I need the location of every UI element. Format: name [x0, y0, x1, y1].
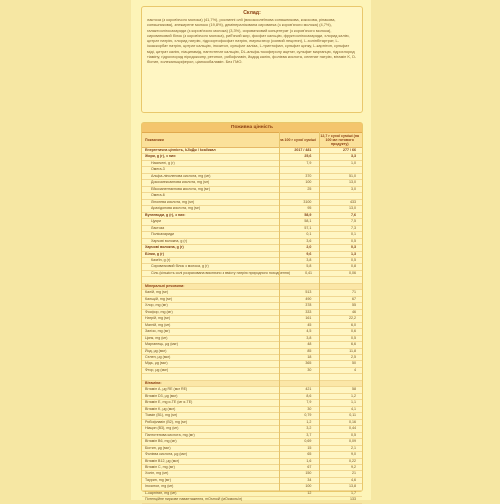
row-value-per-serving: 6,6	[351, 342, 356, 347]
composition-title: Склад:	[243, 10, 261, 16]
row-value-per100	[278, 497, 318, 502]
row-value-per100: 67	[307, 464, 312, 469]
row-label	[142, 374, 278, 379]
row-label: Арахідонова кислота, mg (мг)	[151, 206, 201, 211]
row-value-per-serving: 0,6	[351, 329, 356, 334]
nutrition-title: Поживна цінність	[142, 123, 362, 133]
row-value-per100: 8,6	[306, 393, 312, 398]
row-value-per100: 30	[307, 367, 312, 372]
row-value-per-serving: 3,0	[350, 186, 356, 191]
row-label: Вітамін B12, μg (мкг)	[145, 458, 180, 463]
header-per-serving: 12,7 г сухої суміші (на 100 мл готового продукту)	[320, 134, 360, 146]
row-value-per-serving: 4	[354, 367, 356, 372]
table-row	[142, 497, 362, 503]
nutrition-rows	[142, 148, 362, 504]
row-value-per-serving: 0,22	[349, 458, 356, 463]
row-value-per-serving	[317, 193, 362, 198]
row-value-per100: 95	[307, 206, 312, 211]
row-value-per-serving: 2,1	[351, 445, 356, 450]
row-value-per100: 1,2	[306, 419, 312, 424]
row-value-per-serving: 0,8	[350, 264, 356, 269]
row-label: Ніацин (B3), mg (мг)	[145, 426, 179, 431]
row-label: Інозитол, mg (мг)	[145, 484, 174, 489]
row-value-per100: 3,6	[306, 238, 312, 243]
row-value-per-serving: 1,3	[351, 251, 356, 256]
column-divider	[279, 132, 280, 491]
column-divider	[319, 132, 320, 491]
row-value-per100: 4,5	[306, 329, 312, 334]
row-value-per-serving: 7,3	[350, 225, 356, 230]
row-value-per100: 85	[307, 348, 312, 353]
row-value-per-serving: 0,5	[351, 432, 356, 437]
row-value-per-serving: 2,5	[351, 355, 356, 359]
row-value-per-serving	[317, 374, 362, 379]
row-value-per-serving: 7,6	[351, 212, 356, 217]
row-value-per100: 34	[307, 477, 312, 482]
row-value-per-serving: 13,8	[349, 484, 356, 489]
row-label: Харчові волокна, g (г)	[151, 238, 188, 243]
row-value-per100: 25,6	[304, 154, 312, 159]
row-label: Харчові волокна, g (г)	[145, 245, 184, 250]
row-value-per100	[278, 284, 318, 289]
row-label: Вітамін K, μg (мкг)	[145, 406, 176, 411]
row-value-per-serving	[317, 277, 362, 282]
row-value-per-serving: 0,09	[349, 439, 356, 444]
row-value-per-serving: 4,6	[351, 477, 356, 482]
row-value-per-serving: 6,0	[351, 322, 356, 327]
row-label: Натрій, mg (мг)	[145, 316, 171, 321]
row-value-per100: 2017 / 481	[294, 148, 312, 152]
row-value-per100: 25	[307, 186, 312, 191]
row-value-per100: 5,8	[306, 264, 312, 269]
row-label: Магній, mg (мг)	[145, 322, 171, 327]
row-label: Жири, g (г), з них:	[145, 154, 177, 159]
row-value-per-serving: 51,0	[348, 173, 356, 178]
row-value-per-serving: 58	[352, 387, 356, 392]
row-value-per-serving: 1,0	[350, 160, 356, 165]
row-value-per100: 161	[305, 316, 312, 321]
row-label: Полісахариди	[151, 232, 175, 237]
row-label: Йод, μg (мкг)	[145, 348, 167, 353]
row-label: Холін, mg (мг)	[145, 471, 169, 476]
row-value-per-serving: 277 / 66	[343, 148, 356, 152]
row-value-per100: 12	[307, 490, 312, 495]
row-value-per100: 1,6	[306, 458, 312, 463]
row-label: Омега-6	[151, 193, 165, 198]
row-label: Кальцій, mg (мг)	[145, 296, 173, 301]
row-value-per-serving: 1,2	[351, 393, 356, 398]
row-value-per100: 58,1	[304, 219, 312, 224]
row-value-per-serving: 0,44	[349, 426, 356, 431]
row-label: Ейкозапентаєнова кислота, mg (мг)	[151, 186, 211, 191]
row-label: Таурин, mg (мг)	[145, 477, 171, 482]
row-label: Альфа-ліноленова кислота, mg (мг)	[151, 173, 211, 178]
row-value-per100: 150	[305, 471, 312, 476]
row-label: Лактоза	[151, 225, 165, 230]
row-value-per100	[278, 374, 318, 379]
row-label: Фтор, μg (мкг)	[145, 367, 169, 372]
header-per100: на 100 г сухої суміші	[279, 138, 316, 142]
row-value-per100	[278, 193, 318, 198]
row-value-per-serving: 0,1	[350, 232, 356, 237]
row-value-per-serving: 50	[352, 361, 356, 366]
row-value-per100: 15	[307, 445, 312, 450]
row-label: Фосфор, mg (мг)	[145, 309, 173, 314]
row-value-per-serving	[317, 284, 362, 289]
row-value-per-serving: 0,5	[350, 238, 356, 243]
composition-block	[141, 6, 363, 113]
row-label: Вітамін D3, μg (мкг)	[145, 393, 178, 398]
row-label: Хлор, mg (мг)	[145, 303, 168, 308]
row-label: Вітаміни:	[145, 380, 162, 385]
row-label: Білки, g (г)	[145, 251, 164, 256]
row-value-per-serving: 0,3	[351, 245, 356, 250]
row-value-per100: 3,8	[306, 335, 312, 340]
row-label: Пантотенова кислота, mg (мг)	[145, 432, 195, 437]
row-label: Омега-3	[151, 167, 165, 172]
row-value-per-serving: 0,11	[349, 413, 356, 418]
row-value-per100: 378	[305, 303, 312, 308]
row-value-per-serving: 21	[352, 471, 356, 476]
row-value-per100: 3,8	[306, 257, 312, 262]
row-value-per-serving: 11,8	[349, 348, 356, 353]
row-value-per-serving: 3,3	[351, 154, 356, 159]
row-label: Вітамін C, mg (мг)	[145, 464, 175, 469]
row-value-per100	[278, 277, 318, 282]
composition-text: лактоза (з коров'ячого молока) (41,7%), рослинні олії (високоолеїнова соняшникова, кокосова, ріпакова, соняшникова), знежирене молоко (19,8%), демінералізована сироватка (з коров'ячого молока) (4,7%), галактоолігосахариди (з коров'ячого молока) (3,3%), сироватковий концентрат (з коров'ячого молока), сироватковий білок (з коров'ячого молока), риб'ячий жир, фосфат кальцію, фруктоолігосахариди, хлорид калію, цитрат натрію, хлорид натрію, гідроортофосфат натрію, емульгатор (соєвий лецитин), L-холінбітартрат, L-ізоаскорбат натрію, цитрат кальцію, інозитол, сульфат заліза, L-триптофан, сульфат цинку, L-карнітин, сульфат міді, цитрат калію, ніацинамід, пантотенат кальцію, DL-альфа-токоферолу ацетат, сульфат марганцю, гідрохлорид тіаміну, гідрохлорид піридоксину, ретинол, рибофлавін, йодид калію, фолієва кислота, селенат натрію, вітамін K, D-біотин, холекальциферол, ціанокобаламін. Без ГМО.	[147, 17, 357, 64]
row-value-per100: 45	[307, 322, 312, 327]
row-value-per100: 65	[307, 452, 312, 457]
row-value-per100: 3,2	[306, 426, 312, 431]
row-value-per-serving: 0,16	[349, 419, 356, 424]
row-value-per-serving: 133	[350, 497, 356, 502]
nutrition-header-row	[142, 133, 362, 148]
row-value-per100: 513	[305, 290, 312, 295]
row-label: Докозагексаєнова кислота, mg (мг)	[151, 180, 210, 185]
row-value-per-serving: 9,0	[351, 452, 356, 457]
row-value-per100: 0,1	[306, 232, 312, 237]
row-label: Фолієва кислота, μg (мкг)	[145, 452, 188, 457]
row-value-per100: 100	[305, 484, 312, 489]
row-label: Калій, mg (мг)	[145, 290, 169, 295]
row-label: Цукри	[151, 219, 162, 224]
row-label: Насичені, g (г)	[151, 160, 175, 165]
row-label: Сироватковий білок з молока, g (г)	[151, 264, 209, 269]
row-label: Селен, μg (мкг)	[145, 355, 171, 359]
row-value-per100: 3100	[303, 199, 312, 204]
row-value-per-serving: 4,1	[351, 406, 356, 411]
row-value-per100: 57,1	[304, 225, 312, 230]
row-label: Мінеральні речовини:	[145, 283, 185, 288]
row-value-per100	[278, 381, 318, 386]
row-value-per-serving: 67	[352, 296, 356, 301]
row-label: Лінолева кислота, mg (мг)	[151, 199, 195, 204]
row-value-per100: 48	[307, 342, 312, 347]
header-name: Показники	[145, 138, 164, 142]
row-label: Казеїн, g (г)	[151, 257, 171, 262]
row-value-per100: 18	[307, 355, 312, 359]
row-value-per-serving: 7,5	[350, 219, 356, 224]
row-label: Сіль (кількість солі розрахована виключно з вмісту натрію природного походження)	[151, 270, 291, 275]
row-value-per-serving: 0,06	[349, 270, 356, 275]
row-value-per100: 333	[305, 309, 312, 314]
row-label: L-карнітин, mg (мг)	[145, 490, 177, 495]
row-value-per100: 0,79	[304, 413, 312, 418]
row-label: Залізо, mg (мг)	[145, 329, 170, 334]
row-value-per100: 100	[305, 180, 312, 185]
row-label: Вітамін A, μg RE (мкг RE)	[145, 387, 188, 392]
row-label: Цинк, mg (мг)	[145, 335, 168, 340]
row-value-per-serving: 9,2	[351, 464, 356, 469]
row-value-per-serving: 0,5	[350, 257, 356, 262]
row-value-per100: 9,6	[306, 251, 312, 256]
row-value-per100: 7,9	[306, 160, 312, 165]
row-value-per-serving: 1,1	[351, 400, 356, 405]
row-value-per100: 370	[305, 173, 312, 178]
row-label	[142, 277, 278, 282]
row-value-per100: 365	[305, 361, 312, 366]
row-label: Енергетична цінність, kJ/кДж / kcal/ккал	[145, 148, 216, 152]
row-value-per100: 7,9	[306, 400, 312, 405]
row-label: Рибофлавін (B2), mg (мг)	[145, 419, 188, 424]
row-value-per-serving: 0,5	[351, 335, 356, 340]
row-value-per100	[278, 167, 318, 172]
row-value-per-serving: 13,0	[348, 206, 356, 211]
nutrition-table	[141, 122, 363, 502]
row-label: Вітамін B6, mg (мг)	[145, 439, 177, 444]
row-value-per100: 0,69	[304, 439, 312, 444]
row-label: Марганець, μg (мкг)	[145, 342, 178, 347]
row-value-per-serving: 71	[352, 290, 356, 295]
row-value-per100: 0,41	[305, 270, 313, 275]
row-value-per-serving: 55	[352, 303, 356, 308]
row-label: Вітамін E, mg α-TE (мг α-TE)	[145, 400, 193, 405]
row-value-per-serving: 433	[349, 199, 356, 204]
row-value-per100: 490	[305, 296, 312, 301]
row-value-per-serving: 46	[352, 309, 356, 314]
row-label: Біотин, μg (мкг)	[145, 445, 171, 450]
row-value-per-serving: 13,0	[348, 180, 356, 185]
row-label: Тіамін (B1), mg (мг)	[145, 413, 178, 418]
row-label: Мідь, μg (мкг)	[145, 361, 168, 366]
row-label: Вуглеводи, g (г), з них:	[145, 212, 186, 217]
row-value-per100: 3,7	[306, 432, 312, 437]
row-value-per100: 2,0	[306, 245, 312, 250]
row-value-per-serving: 22,2	[349, 316, 356, 321]
row-value-per100: 421	[305, 387, 312, 392]
row-value-per100: 58,9	[304, 212, 312, 217]
row-value-per100: 30	[307, 406, 312, 411]
row-value-per-serving: 1,7	[351, 490, 356, 495]
row-value-per-serving	[317, 167, 362, 172]
row-label: Потенційне ниркове навантаження, mOsmol/l (мОсмоль/л)	[145, 497, 243, 502]
row-value-per-serving	[317, 381, 362, 386]
